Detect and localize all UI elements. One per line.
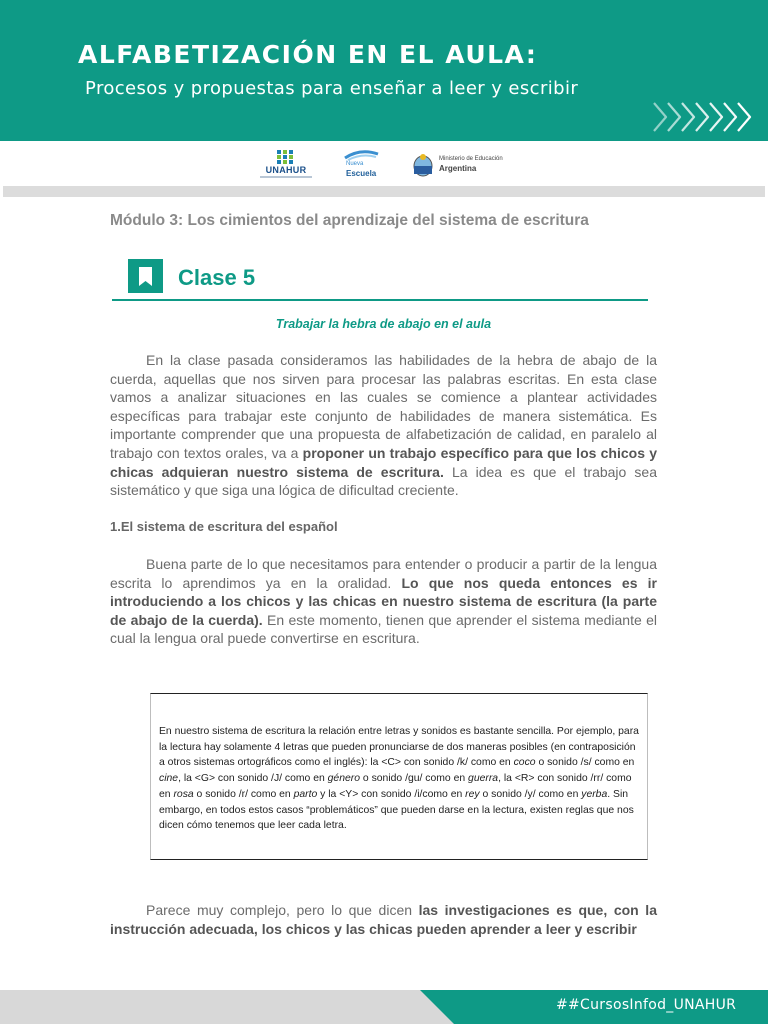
paragraph-writing-system: Buena parte de lo que necesitamos para entender o producir a partir de la lengua escrita lo aprendimos ya en la oralidad. Lo que nos queda entonces es ir introduciendo a los chicos y las chicas en nuestro sistema de escritura (la parte de abajo de la cuerda). En este momento, tienen que aprender el sistema mediante el cual la lengua oral puede convertirse en escritura. [110, 556, 657, 647]
nueva-escuela-line2: Escuela [346, 169, 377, 178]
footer-hashtag: ##CursosInfod_UNAHUR [556, 997, 737, 1013]
header-banner [0, 0, 768, 141]
emphasis-text: Lo que nos queda entonces es ir introduciendo a los chicos y las chicas en nuestro sistema de escritura (la parte de abajo de la cuerda). [110, 574, 657, 628]
nueva-escuela-mark-icon [342, 148, 382, 162]
nueva-escuela-line1: Nueva [346, 161, 364, 167]
section-heading: 1.El sistema de escritura del español [110, 519, 338, 534]
unahur-mark-icon [277, 150, 293, 164]
emphasis-text: las investigaciones es que, con la instrucción adecuada, los chicos y las chicas pueden aprender a leer y escribir [110, 902, 657, 937]
quoted-excerpt-text: En nuestro sistema de escritura la relación entre letras y sonidos es bastante sencilla. Por ejemplo, para la lectura hay solamente 4 letras que pueden pronunciarse de dos maneras posibles (en contraposición a otros sistemas ortográficos como el inglés): la <C> con sonido /k/ como en coco o sonido /s/ como en cine, la <G> con sonido /J/ como en género o sonido /gu/ como en guerra, la <R> con sonido /rr/ como en rosa o sonido /r/ como en parto y la <Y> con sonido /i/como en rey o sonido /y/ como en yerba. Sin embargo, en todos estos casos “problemáticos” que pueden darse en la lectura, existen reglas que nos dicen cómo tenemos que leer cada letra. [159, 726, 639, 832]
paragraph-research: Parece muy complejo, pero lo que dicen las investigaciones es que, con la instrucción adecuada, los chicos y las chicas pueden aprender a leer y escribir [110, 902, 657, 937]
ministerio-line2: Argentina [439, 164, 477, 173]
emphasis-text: proponer un trabajo específico para que los chicos y chicas adquieran nuestro sistema de escritura. [110, 444, 657, 480]
header-divider [3, 186, 765, 197]
course-subtitle: Procesos y propuestas para enseñar a leer y escribir [85, 78, 579, 99]
nueva-escuela-logo [342, 148, 382, 182]
national-seal-icon [412, 153, 434, 177]
class-title-underline [112, 299, 648, 301]
unahur-logo-text: UNAHUR [265, 165, 307, 175]
section-subtitle: Trabajar la hebra de abajo en el aula [275, 317, 492, 331]
quoted-excerpt-box [150, 693, 648, 860]
chevrons-decoration-icon [652, 100, 757, 134]
institution-logos [0, 141, 768, 186]
ministerio-line1: Ministerio de Educación [439, 156, 503, 162]
course-title: ALFABETIZACIÓN EN EL AULA: [78, 40, 538, 69]
bookmark-icon [128, 259, 163, 293]
class-title: Clase 5 [178, 265, 256, 290]
module-title: Módulo 3: Los cimientos del aprendizaje del sistema de escritura [110, 212, 589, 229]
paragraph-intro: En la clase pasada consideramos las habilidades de la hebra de abajo de la cuerda, aquellas que nos sirven para procesar las palabras escritas. En esta clase vamos a analizar situaciones en las cuales se comience a plantear actividades específicas para trabajar este conjunto de habilidades de manera sistemática. Es importante comprender que una propuesta de alfabetización de calidad, en paralelo al trabajo con textos orales, va a proponer un trabajo específico para que los chicos y chicas adquieran nuestro sistema de escritura. La idea es que el trabajo sea sistemático y que siga una lógica de dificultad creciente. [110, 352, 657, 499]
ministerio-logo [412, 151, 512, 179]
unahur-logo [258, 150, 314, 180]
